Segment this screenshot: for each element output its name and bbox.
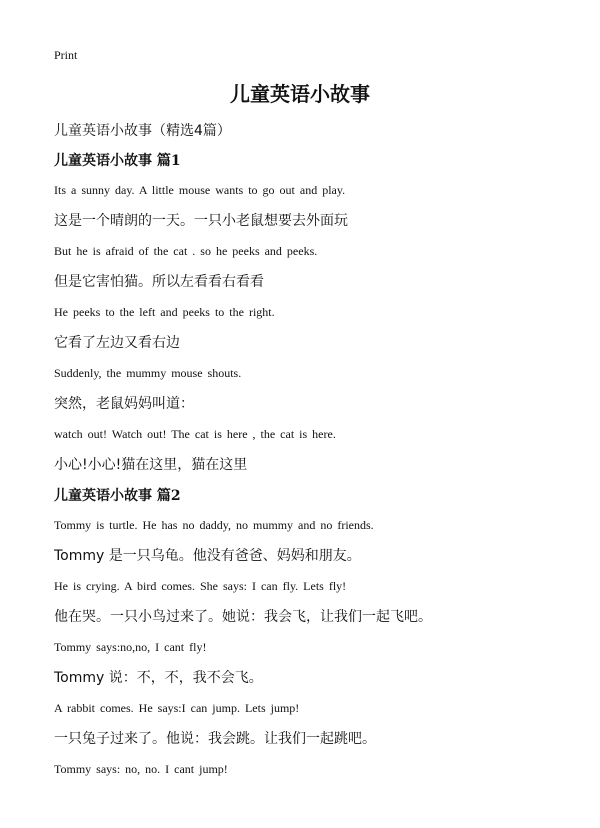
story-2-heading: 儿童英语小故事 篇2 [54, 488, 181, 504]
story-2-line-5-en: Tommy says: no, no. I cant jump! [54, 762, 228, 776]
story-1-line-4-en: Suddenly, the mummy mouse shouts. [54, 366, 242, 380]
story-2-line-4-en: A rabbit comes. He says:I can jump. Lets jump! [54, 701, 300, 715]
story-1-heading: 儿童英语小故事 篇1 [54, 153, 181, 169]
story-2-line-2-en: He is crying. A bird comes. She says: I can fly. Lets fly! [54, 579, 347, 593]
story-1-line-5-zh: 小心!小心!猫在这里，猫在这里 [54, 457, 248, 473]
story-1-line-4-zh: 突然，老鼠妈妈叫道： [54, 396, 194, 412]
story-2-line-1-en: Tommy is turtle. He has no daddy, no mummy and no friends. [54, 518, 374, 532]
story-1-line-2-zh: 但是它害怕猫。所以左看看右看看 [54, 274, 264, 290]
story-2-line-3-zh: Tommy 说：不，不，我不会飞。 [54, 670, 263, 686]
story-2-line-3-en: Tommy says:no,no, I cant fly! [54, 640, 207, 654]
story-2-line-1-zh: Tommy 是一只乌龟。他没有爸爸、妈妈和朋友。 [54, 548, 361, 564]
story-1-line-5-en: watch out! Watch out! The cat is here , the cat is here. [54, 427, 336, 441]
story-1-line-3-en: He peeks to the left and peeks to the right. [54, 305, 275, 319]
print-label: Print [54, 48, 78, 62]
page-subtitle: 儿童英语小故事（精选4篇） [54, 123, 231, 139]
story-1-line-2-en: But he is afraid of the cat . so he peeks and peeks. [54, 244, 318, 258]
story-1-line-1-en: Its a sunny day. A little mouse wants to go out and play. [54, 183, 346, 197]
page-title: 儿童英语小故事 [230, 82, 370, 106]
story-1-line-3-zh: 它看了左边又看右边 [54, 335, 180, 351]
story-2-line-4-zh: 一只兔子过来了。他说：我会跳。让我们一起跳吧。 [54, 731, 376, 747]
story-1-line-1-zh: 这是一个晴朗的一天。一只小老鼠想要去外面玩 [54, 213, 348, 229]
story-2-line-2-zh: 他在哭。一只小鸟过来了。她说：我会飞，让我们一起飞吧。 [54, 609, 432, 625]
